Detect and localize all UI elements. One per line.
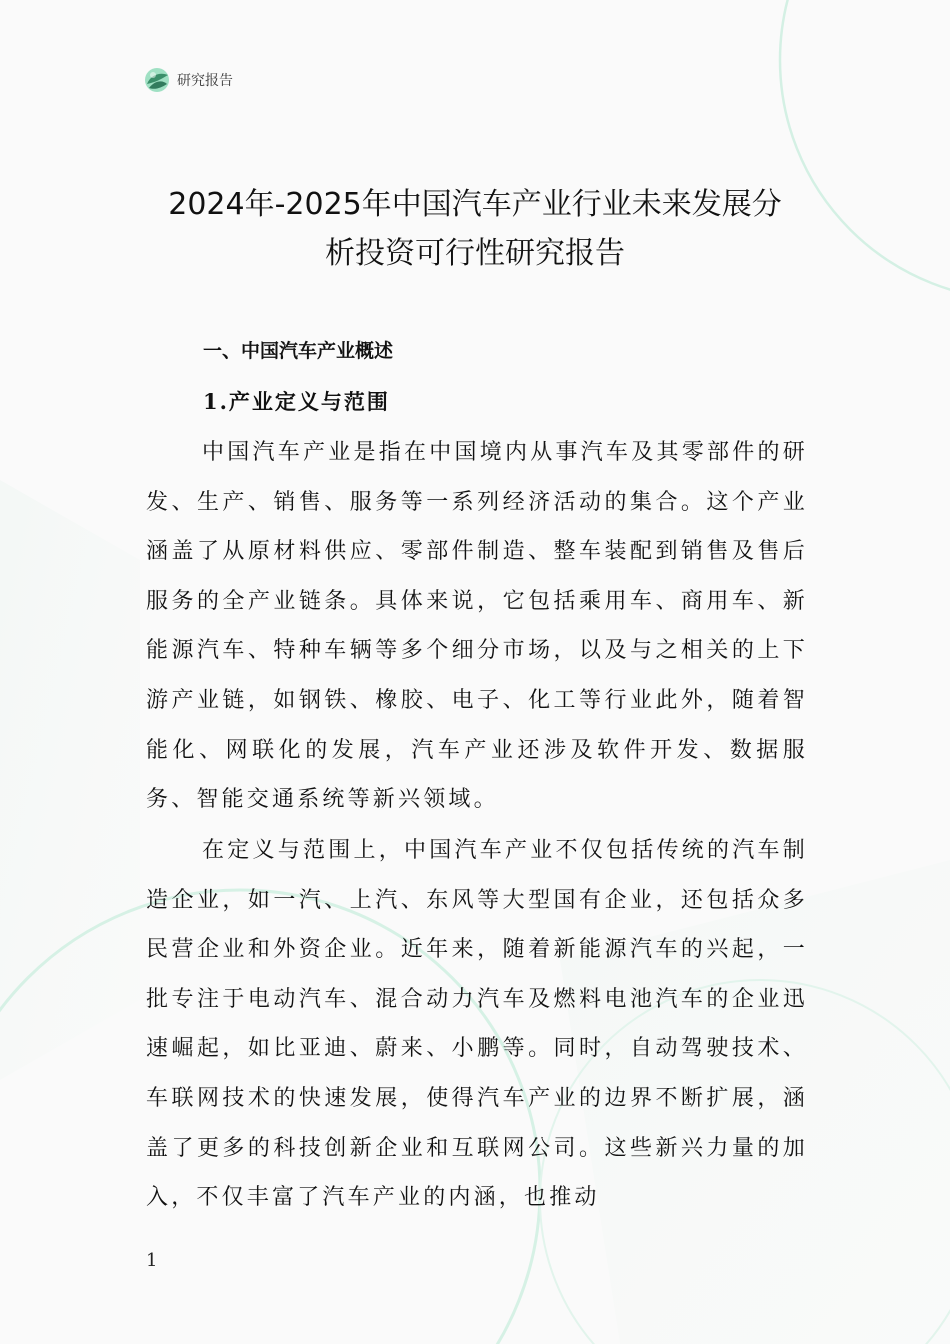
green-leaf-orb-icon	[143, 66, 171, 94]
page-number: 1	[146, 1250, 158, 1271]
header-label: 研究报告	[177, 73, 233, 89]
title-line-1: 2024年-2025年中国汽车产业行业未来发展分	[168, 187, 782, 222]
subsection-heading: 1.产业定义与范围	[203, 389, 390, 414]
title-line-2: 析投资可行性研究报告	[325, 236, 625, 271]
paragraph-2: 在定义与范围上，中国汽车产业不仅包括传统的汽车制造企业，如一汽、上汽、东风等大型国有企业，还包括众多民营企业和外资企业。近年来，随着新能源汽车的兴起，一批专注于电动汽车、混合动力汽车及燃料电池汽车的企业迅速崛起，如比亚迪、蔚来、小鹏等。同时，自动驾驶技术、车联网技术的快速发展，使得汽车产业的边界不断扩展，涵盖了更多的科技创新企业和互联网公司。这些新兴力量的加入，不仅丰富了汽车产业的内涵，也推动	[146, 838, 808, 1211]
section-heading: 一、中国汽车产业概述	[203, 340, 394, 362]
decor-shape-left	[0, 480, 140, 1080]
header-logo	[143, 66, 233, 94]
document-title	[140, 180, 810, 278]
paragraph-1: 中国汽车产业是指在中国境内从事汽车及其零部件的研发、生产、销售、服务等一系列经济活动的集合。这个产业涵盖了从原材料供应、零部件制造、整车装配到销售及售后服务的全产业链条。具体来说，它包括乘用车、商用车、新能源汽车、特种车辆等多个细分市场，以及与之相关的上下游产业链，如钢铁、橡胶、电子、化工等行业此外，随着智能化、网联化的发展，汽车产业还涉及软件开发、数据服务、智能交通系统等新兴领域。	[146, 440, 808, 813]
